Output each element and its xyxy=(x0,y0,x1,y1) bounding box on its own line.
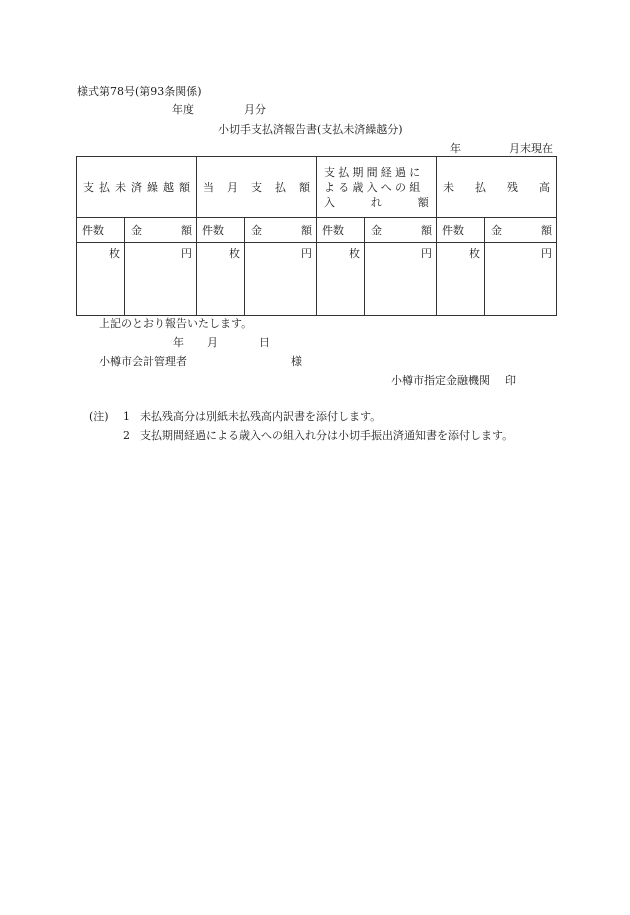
date-year-label: 年 xyxy=(173,336,184,349)
amount-cell: 円 xyxy=(485,243,557,316)
count-cell: 枚 xyxy=(77,243,125,316)
count-header: 件数 xyxy=(197,218,245,243)
document-title: 小切手支払済報告書(支払未済繰越分) xyxy=(218,123,403,136)
report-statement: 上記のとおり報告いたします。 xyxy=(99,317,253,330)
count-cell: 枚 xyxy=(437,243,485,316)
amount-header: 金 額 xyxy=(485,218,557,243)
amount-header: 金 額 xyxy=(365,218,437,243)
addressee-name: 小樽市会計管理者 xyxy=(99,355,187,368)
count-cell: 枚 xyxy=(197,243,245,316)
notes-label: (注) xyxy=(89,410,109,423)
amount-header: 金 額 xyxy=(125,218,197,243)
count-header: 件数 xyxy=(77,218,125,243)
header-revenue-transfer: 支払期間経過による歳入への組入れ額 xyxy=(317,157,437,218)
count-cell: 枚 xyxy=(317,243,365,316)
amount-cell: 円 xyxy=(365,243,437,316)
date-month-label: 月 xyxy=(207,336,218,349)
note-number: 1 xyxy=(123,410,130,423)
report-table xyxy=(76,156,557,316)
month-label: 月分 xyxy=(244,103,266,116)
note-text: 未払残高分は別紙未払残高内訳書を添付します。 xyxy=(140,410,382,423)
header-unpaid-balance: 未 払 残 高 xyxy=(437,157,557,218)
header-current-month-paid: 当 月 支 払 額 xyxy=(197,157,317,218)
count-header: 件数 xyxy=(317,218,365,243)
as-of-year-label: 年 xyxy=(450,142,461,155)
header-unpaid-carryover: 支払未済繰越額 xyxy=(77,157,197,218)
date-day-label: 日 xyxy=(259,336,270,349)
form-number: 様式第78号(第93条関係) xyxy=(77,85,202,98)
seal-mark: 印 xyxy=(505,374,516,387)
note-number: 2 xyxy=(123,429,130,442)
as-of-month-label: 月末現在 xyxy=(509,142,553,155)
fiscal-year-label: 年度 xyxy=(172,103,194,116)
amount-cell: 円 xyxy=(245,243,317,316)
sender-name: 小樽市指定金融機関 xyxy=(391,374,490,387)
amount-header: 金 額 xyxy=(245,218,317,243)
note-text: 支払期間経過による歳入への組入れ分は小切手振出済通知書を添付します。 xyxy=(140,429,514,442)
addressee-honorific: 様 xyxy=(291,355,302,368)
count-header: 件数 xyxy=(437,218,485,243)
amount-cell: 円 xyxy=(125,243,197,316)
